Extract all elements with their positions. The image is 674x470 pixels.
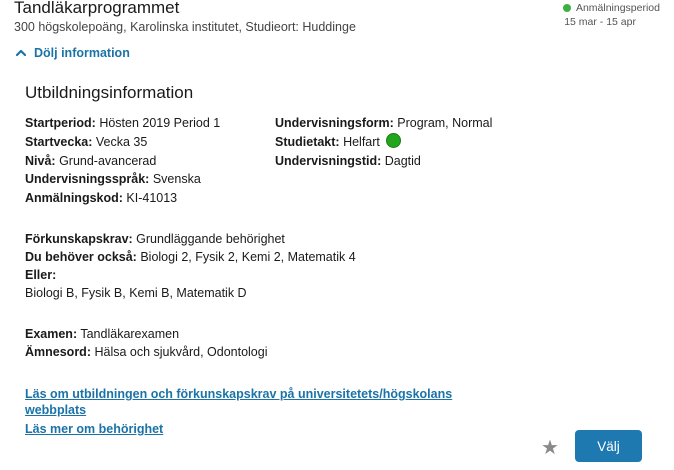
about-link-line1: Läs om utbildningen och förkunskapskrav på universitetets/högskolans bbox=[25, 387, 453, 401]
info-right-column bbox=[275, 114, 492, 170]
info-value: Svenska bbox=[152, 172, 201, 187]
info-label: Undervisningstid: bbox=[275, 153, 382, 168]
info-value: Grund-avancerad bbox=[59, 153, 157, 168]
info-row-startperiod bbox=[25, 114, 220, 133]
info-value: KI-41013 bbox=[126, 191, 178, 206]
info-label: Startperiod: bbox=[25, 116, 96, 130]
links-block bbox=[25, 386, 452, 437]
info-row-niva bbox=[25, 152, 220, 171]
program-title: Tandläkarprogrammet bbox=[14, 0, 180, 17]
prereq-value: Grundläggande behörighet bbox=[136, 232, 285, 246]
or-label: Eller: bbox=[25, 268, 57, 282]
info-label: Studietakt: bbox=[275, 134, 340, 149]
program-subtitle: 300 högskolepoäng, Karolinska institutet, Studieort: Huddinge bbox=[14, 20, 356, 34]
exam-label: Examen: bbox=[25, 327, 78, 341]
info-label: Anmälningskod: bbox=[25, 191, 123, 206]
info-row-undervisningsform bbox=[275, 114, 492, 133]
prereq-label: Förkunskapskrav: bbox=[25, 232, 133, 246]
exam-block bbox=[25, 325, 267, 361]
requirements-block bbox=[25, 230, 356, 302]
info-label: Undervisningsspråk: bbox=[25, 172, 150, 187]
subject-label: Ämnesord: bbox=[25, 345, 91, 359]
period-dates: 15 mar - 15 apr bbox=[564, 16, 636, 28]
info-row-startvecka bbox=[25, 133, 220, 152]
info-label: Undervisningsform: bbox=[275, 116, 394, 130]
exam-value: Tandläkarexamen bbox=[80, 327, 180, 341]
section-title: Utbildningsinformation bbox=[25, 83, 194, 102]
info-row-sprak bbox=[25, 170, 220, 189]
eligibility-link[interactable]: Läs mer om behörighet bbox=[25, 422, 164, 436]
hide-info-label: Dölj information bbox=[34, 46, 130, 60]
select-button[interactable]: Välj bbox=[575, 430, 642, 462]
about-link-line2: webbplats bbox=[25, 403, 87, 417]
or-value: Biologi B, Fysik B, Kemi B, Matematik D bbox=[25, 286, 247, 300]
info-row-studietakt bbox=[275, 133, 492, 152]
info-value: Hösten 2019 Period 1 bbox=[99, 116, 221, 130]
subject-row bbox=[25, 343, 267, 361]
info-value: Dagtid bbox=[384, 153, 421, 168]
info-label: Nivå: bbox=[25, 153, 56, 168]
also-label: Du behöver också: bbox=[25, 250, 137, 264]
subject-value: Hälsa och sjukvård, Odontologi bbox=[94, 345, 268, 359]
prerequisites-row bbox=[25, 230, 356, 248]
full-pace-indicator-icon bbox=[386, 133, 401, 148]
application-period bbox=[563, 2, 660, 28]
info-label: Startvecka: bbox=[25, 134, 93, 149]
chevron-up-icon bbox=[16, 48, 26, 58]
also-value: Biologi 2, Fysik 2, Kemi 2, Matematik 4 bbox=[140, 250, 356, 264]
info-value: Helfart bbox=[343, 134, 380, 149]
info-left-column bbox=[25, 114, 220, 208]
info-row-anmalningskod bbox=[25, 189, 220, 208]
info-value: Program, Normal bbox=[397, 116, 493, 130]
exam-row bbox=[25, 325, 267, 343]
hide-info-toggle[interactable] bbox=[16, 46, 130, 60]
info-value: Vecka 35 bbox=[95, 134, 148, 149]
favorite-star-icon[interactable]: ★ bbox=[541, 437, 559, 459]
period-label: Anmälningsperiod bbox=[575, 2, 660, 14]
also-needed-row bbox=[25, 248, 356, 266]
status-dot-icon bbox=[563, 4, 571, 12]
info-row-undervisningstid bbox=[275, 152, 492, 171]
about-program-link[interactable] bbox=[25, 386, 452, 418]
